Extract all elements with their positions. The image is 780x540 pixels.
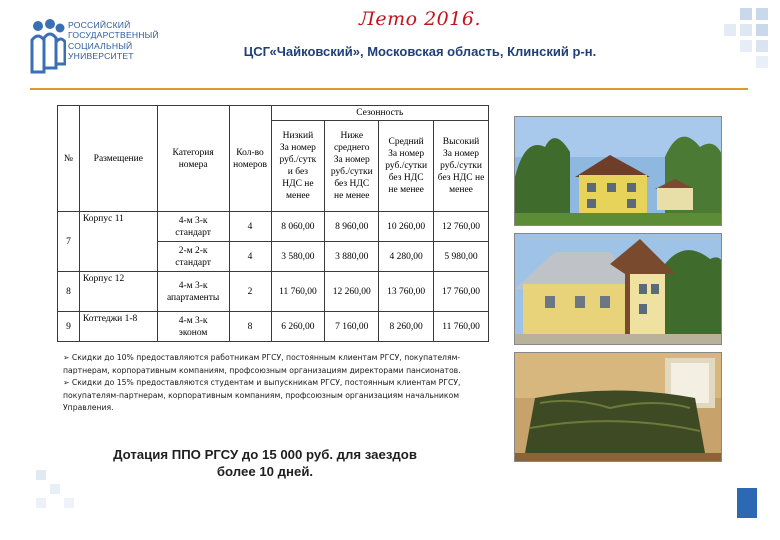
row-price-below-mid: 8 960,00: [325, 212, 379, 242]
header-divider: [30, 88, 748, 90]
price-table: [57, 105, 489, 342]
season-name: Высокий: [442, 137, 480, 147]
row-price-low: 6 260,00: [271, 312, 325, 342]
table-row: [58, 272, 489, 312]
row-category-line: 2-м 2-к: [178, 245, 208, 256]
university-logo: [30, 18, 170, 78]
row-price-low: 11 760,00: [271, 272, 325, 312]
row-no: 9: [58, 312, 80, 342]
season-desc: За номер: [443, 149, 480, 159]
header-seasonality: Сезонность: [271, 106, 489, 121]
photo-building-1: [514, 116, 722, 226]
row-category-line: 4-м 3-к: [178, 280, 208, 291]
table-row: [58, 312, 489, 342]
row-no: 8: [58, 272, 80, 312]
season-desc: без НДС: [334, 179, 370, 189]
row-category: [157, 272, 229, 312]
page-title: Лето 2016.: [359, 8, 481, 30]
row-price-mid: 8 260,00: [379, 312, 434, 342]
row-placement: Коттеджи 1-8: [79, 312, 157, 342]
subsidy-line-1: Дотация ППО РГСУ до 15 000 руб. для заездов: [113, 447, 417, 462]
table-header-row: [58, 106, 489, 121]
corner-accent-square: [737, 488, 757, 518]
row-category-line: 4-м 3-к: [178, 315, 208, 326]
season-desc: руб./сутк: [279, 155, 317, 165]
season-desc: менее: [286, 191, 310, 201]
season-low: [271, 121, 325, 212]
header-category-line-2: номера: [178, 159, 208, 170]
row-price-below-mid: 7 160,00: [325, 312, 379, 342]
season-desc: среднего: [333, 143, 370, 153]
row-price-high: 12 760,00: [434, 212, 489, 242]
row-price-mid: 10 260,00: [379, 212, 434, 242]
page-subtitle: ЦСГ«Чайковский», Московская область, Клинский р-н.: [243, 44, 597, 59]
season-below-mid: [325, 121, 379, 212]
logo-people-icon: [30, 18, 66, 76]
row-category: [157, 312, 229, 342]
season-desc: менее: [449, 185, 473, 195]
season-name: Средний: [388, 137, 424, 147]
row-placement: Корпус 12: [79, 272, 157, 312]
subsidy-note: [60, 446, 470, 480]
header-count: [229, 106, 271, 212]
row-category-line: 4-м 3-к: [178, 215, 208, 226]
row-price-mid: 13 760,00: [379, 272, 434, 312]
season-name: Низкий: [282, 131, 314, 141]
season-desc: без НДС: [388, 173, 424, 183]
row-price-low: 8 060,00: [271, 212, 325, 242]
header-placement: Размещение: [79, 106, 157, 212]
logo-line-3: СОЦИАЛЬНЫЙ: [68, 40, 133, 51]
season-desc: НДС не: [282, 179, 314, 189]
row-price-high: 5 980,00: [434, 242, 489, 272]
row-count: 8: [229, 312, 271, 342]
row-price-high: 11 760,00: [434, 312, 489, 342]
row-placement: Корпус 11: [79, 212, 157, 272]
season-mid: [379, 121, 434, 212]
row-count: 2: [229, 272, 271, 312]
row-count: 4: [229, 212, 271, 242]
subsidy-line-2: более 10 дней.: [216, 464, 314, 479]
season-desc: За номер: [333, 155, 370, 165]
season-desc: За номер: [279, 143, 316, 153]
header-count-line-1: Кол-во: [236, 147, 264, 158]
header-no: №: [58, 106, 80, 212]
season-desc: руб./сутки: [385, 161, 428, 171]
season-desc: руб./сутки: [330, 167, 373, 177]
row-category: [157, 212, 229, 242]
row-category-line: стандарт: [175, 227, 211, 238]
season-desc: не менее: [334, 191, 370, 201]
row-price-below-mid: 12 260,00: [325, 272, 379, 312]
header-category: [157, 106, 229, 212]
season-desc: и без: [287, 167, 309, 177]
row-price-mid: 4 280,00: [379, 242, 434, 272]
header-count-line-2: номеров: [233, 159, 267, 170]
season-desc: не менее: [388, 185, 424, 195]
discount-note-10: ➢ Скидки до 10% предоставляются работникам РГСУ, постоянным клиентам РГСУ, покупателям-партнерам, корпоративным компаниям, профсоюзным организациям директорами пансионатов.: [63, 353, 461, 375]
row-category-line: эконом: [178, 327, 208, 338]
photo-building-2: [514, 233, 722, 345]
row-category-line: апартаменты: [166, 292, 220, 303]
logo-line-2: ГОСУДАРСТВЕННЫЙ: [68, 30, 159, 41]
logo-line-4: УНИВЕРСИТЕТ: [68, 51, 134, 62]
row-price-high: 17 760,00: [434, 272, 489, 312]
header-category-line-1: Категория: [172, 147, 214, 158]
row-count: 4: [229, 242, 271, 272]
season-desc: без НДС не: [437, 173, 485, 183]
photo-bedroom: [514, 352, 722, 462]
season-desc: За номер: [388, 149, 425, 159]
logo-line-1: РОССИЙСКИЙ: [68, 20, 131, 30]
season-desc: руб./сутки: [440, 161, 482, 171]
table-row: [58, 212, 489, 242]
row-category-line: стандарт: [175, 257, 211, 268]
discount-note-15: ➢ Скидки до 15% предоставляются студентам и выпускникам РГСУ, постоянным клиентам РГСУ, покупателям-партнерам, корпоративным компаниям, профсоюзным организациям начальником Управления.: [63, 378, 461, 412]
season-high: [434, 121, 489, 212]
season-name: Ниже: [340, 131, 364, 141]
row-category: [157, 242, 229, 272]
row-price-low: 3 580,00: [271, 242, 325, 272]
row-price-below-mid: 3 880,00: [325, 242, 379, 272]
row-no: 7: [58, 212, 80, 272]
discount-notes: [63, 352, 463, 415]
